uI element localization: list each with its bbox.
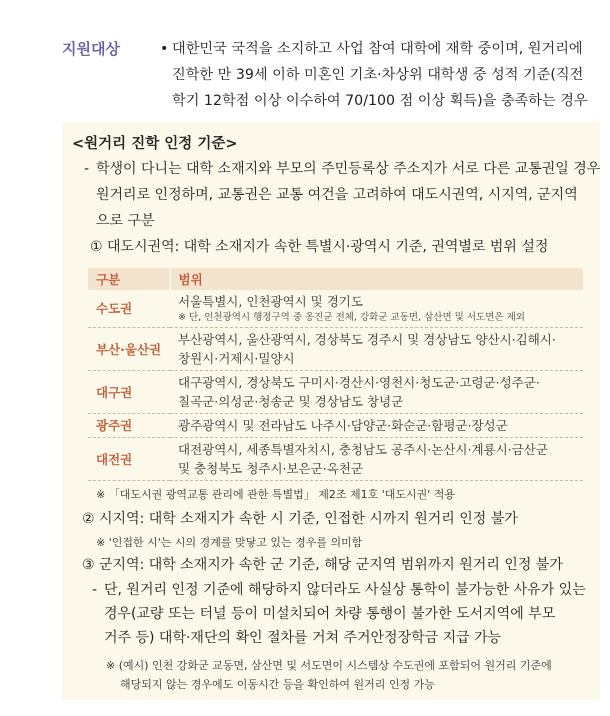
target-line: 진학한 만 39세 이하 미혼인 기초·차상위 대학생 중 성적 기준(직전	[172, 67, 584, 83]
target-line: 대한민국 국적을 소지하고 사업 참여 대학에 재학 중이며, 원거리에	[172, 41, 583, 57]
region-scope	[170, 438, 583, 481]
example-note	[106, 656, 552, 694]
table-row	[88, 328, 583, 371]
table-row	[88, 414, 583, 438]
exception-line: 거주 등) 대학·재단의 확인 절차를 거쳐 주거안정장학금 지급 가능	[104, 630, 502, 646]
exception-line: 단, 원거리 인정 기준에 해당하지 않더라도 사실상 통학이 불가능한 사유가 있는	[104, 582, 586, 598]
table-row	[88, 371, 583, 414]
scope-line: 대구광역시, 경상북도 구미시·경산시·영천시·청도군·고령군·성주군·	[178, 375, 540, 390]
item-metro: ① 대도시권역: 대학 소재지가 속한 특별시·광역시 기준, 권역별로 범위 설정	[90, 239, 549, 255]
intro-line: 으로 구분	[96, 213, 155, 229]
scope-line: 서울특별시, 인천광역시 및 경기도	[178, 294, 363, 309]
item-city: ② 시지역: 대학 소재지가 속한 시 기준, 인접한 시까지 원거리 인정 불가	[82, 511, 518, 527]
region-scope	[170, 328, 583, 371]
example-line: ※ (예시) 인천 강화군 교동면, 삼산면 및 서도면이 시스템상 수도권에 포함되어 원거리 기준에	[106, 659, 552, 672]
intro-line: 학생이 다니는 대학 소재지와 부모의 주민등록상 주소지가 서로 다른 교통권일 경우	[96, 161, 601, 177]
city-note: ※ '인접한 시'는 시의 경계를 맞닿고 있는 경우를 의미함	[96, 536, 363, 549]
criteria-box	[62, 122, 600, 700]
scope-line: 부산광역시, 울산광역시, 경상북도 경주시 및 경상남도 양산시·김해시·	[178, 332, 556, 347]
region-name: 대전권	[88, 438, 170, 481]
region-name: 대구권	[88, 371, 170, 414]
scope-note: ※ 단, 인천광역시 행정구역 중 옹진군 전체, 강화군 교동면, 삼산면 및 서도면은 제외	[178, 312, 525, 323]
scope-line: 및 충청북도 청주시·보은군·옥천군	[178, 461, 363, 476]
table-footnote: ※ 「대도시권 광역교통 관리에 관한 특별법」 제2조 제1호 '대도시권' 적용	[96, 488, 456, 501]
region-scope	[170, 414, 583, 438]
target-line: 학기 12학점 이상 이수하여 70/100 점 이상 획득)을 충족하는 경우	[172, 93, 588, 109]
table-header-category: 구분	[88, 268, 170, 290]
intro-line: 원거리로 인정하며, 교통권은 교통 여건을 고려하여 대도시권역, 시지역, 군지역	[96, 187, 578, 203]
region-scope	[170, 290, 583, 328]
target-label: 지원대상	[62, 40, 120, 58]
bullet-mark: •	[160, 41, 169, 57]
item-county: ③ 군지역: 대학 소재지가 속한 군 기준, 해당 군지역 범위까지 원거리 인정 불가	[82, 557, 563, 573]
region-name: 광주권	[88, 414, 170, 438]
example-line: 해당되지 않는 경우에도 이동시간 등을 확인하여 원거리 인정 가능	[120, 678, 435, 691]
region-table	[88, 268, 583, 481]
dash-mark: -	[84, 161, 90, 177]
scope-line: 대전광역시, 세종특별자치시, 충청남도 공주시·논산시·계룡시·금산군	[178, 442, 548, 457]
table-row	[88, 290, 583, 328]
scope-line: 칠곡군·의성군·청송군 및 경상남도 창녕군	[178, 394, 404, 409]
criteria-title: <원거리 진학 인정 기준>	[72, 136, 238, 152]
region-name: 수도권	[88, 290, 170, 328]
region-name: 부산·울산권	[88, 328, 170, 371]
scope-line: 광주광역시 및 전라남도 나주시·담양군·화순군·함평군·장성군	[178, 418, 508, 433]
region-scope	[170, 371, 583, 414]
exception-line: 경우(교량 또는 터널 등이 미설치되어 차량 통행이 불가한 도서지역에 부모	[104, 606, 556, 622]
dash-mark: -	[92, 582, 98, 598]
table-header-scope: 범위	[170, 268, 583, 290]
table-row	[88, 438, 583, 481]
scope-line: 창원시·거제시·밀양시	[178, 351, 295, 366]
